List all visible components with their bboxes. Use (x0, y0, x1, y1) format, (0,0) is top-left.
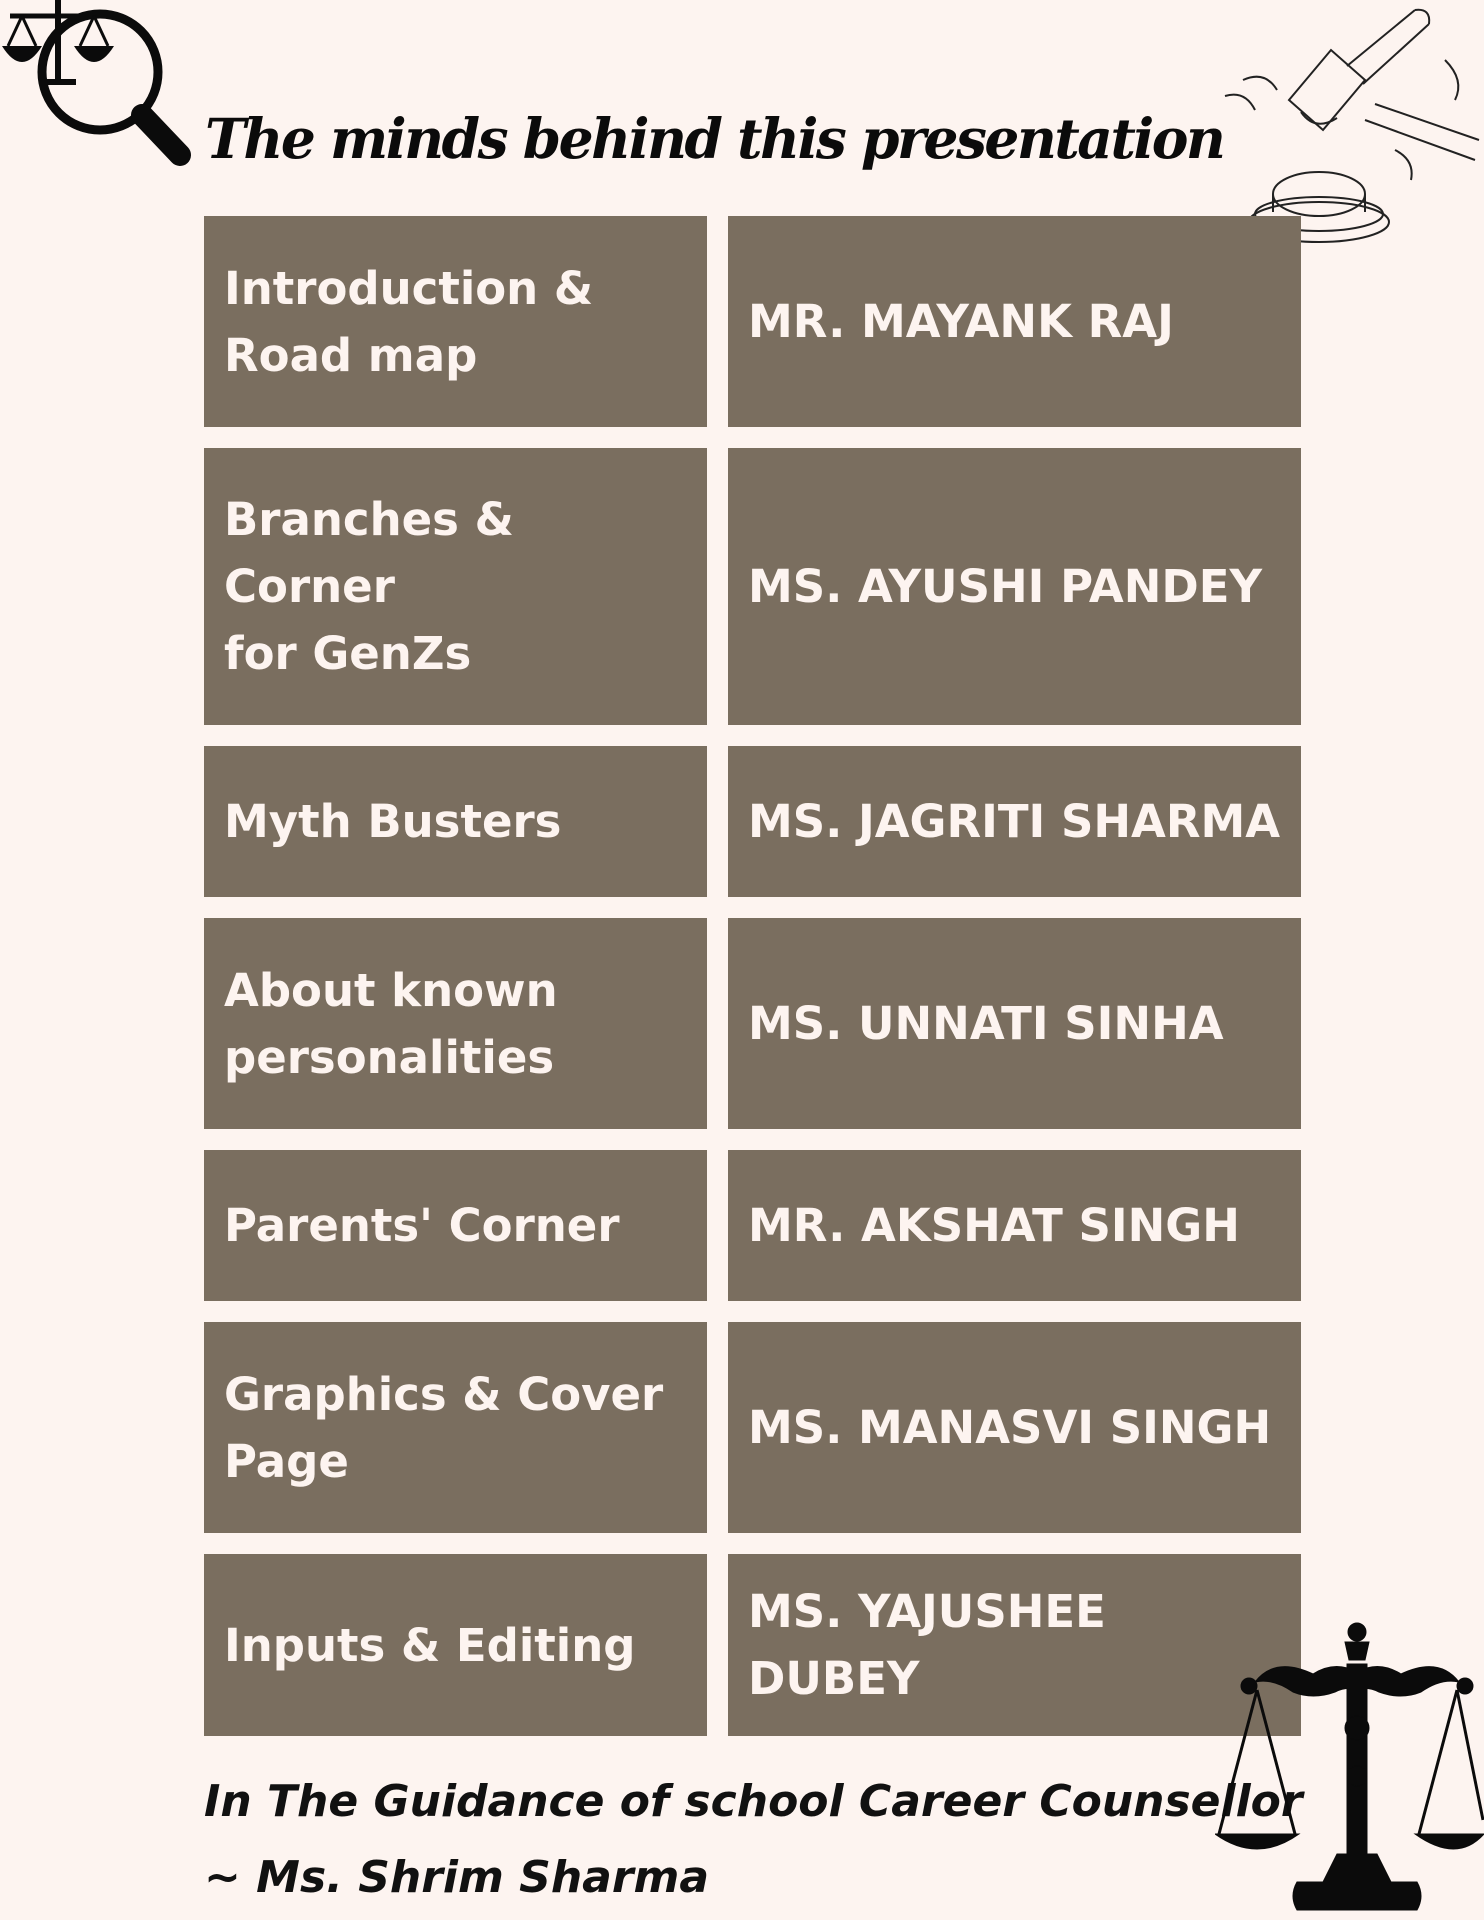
guidance-footer (204, 1764, 1303, 1916)
name-cell: MS. YAJUSHEE DUBEY (728, 1554, 1301, 1736)
topic-cell: About known personalities (204, 918, 707, 1129)
footer-line-2: ~ Ms. Shrim Sharma (204, 1852, 710, 1903)
name-cell: MS. UNNATI SINHA (728, 918, 1301, 1129)
page-title: The minds behind this presentation (205, 106, 1224, 171)
name-cell: MR. AKSHAT SINGH (728, 1150, 1301, 1301)
name-cell: MS. JAGRITI SHARMA (728, 746, 1301, 897)
topic-cell: Branches & Corner for GenZs (204, 448, 707, 725)
name-cell: MS. AYUSHI PANDEY (728, 448, 1301, 725)
topic-cell: Parents' Corner (204, 1150, 707, 1301)
scales-magnifier-icon (0, 0, 200, 175)
topic-cell: Introduction & Road map (204, 216, 707, 427)
name-cell: MR. MAYANK RAJ (728, 216, 1301, 427)
topic-cell: Graphics & Cover Page (204, 1322, 707, 1533)
footer-line-1: In The Guidance of school Career Counsellor (204, 1776, 1303, 1827)
topic-cell: Inputs & Editing (204, 1554, 707, 1736)
topic-cell: Myth Busters (204, 746, 707, 897)
scales-of-justice-icon (1215, 1620, 1484, 1920)
name-cell: MS. MANASVI SINGH (728, 1322, 1301, 1533)
